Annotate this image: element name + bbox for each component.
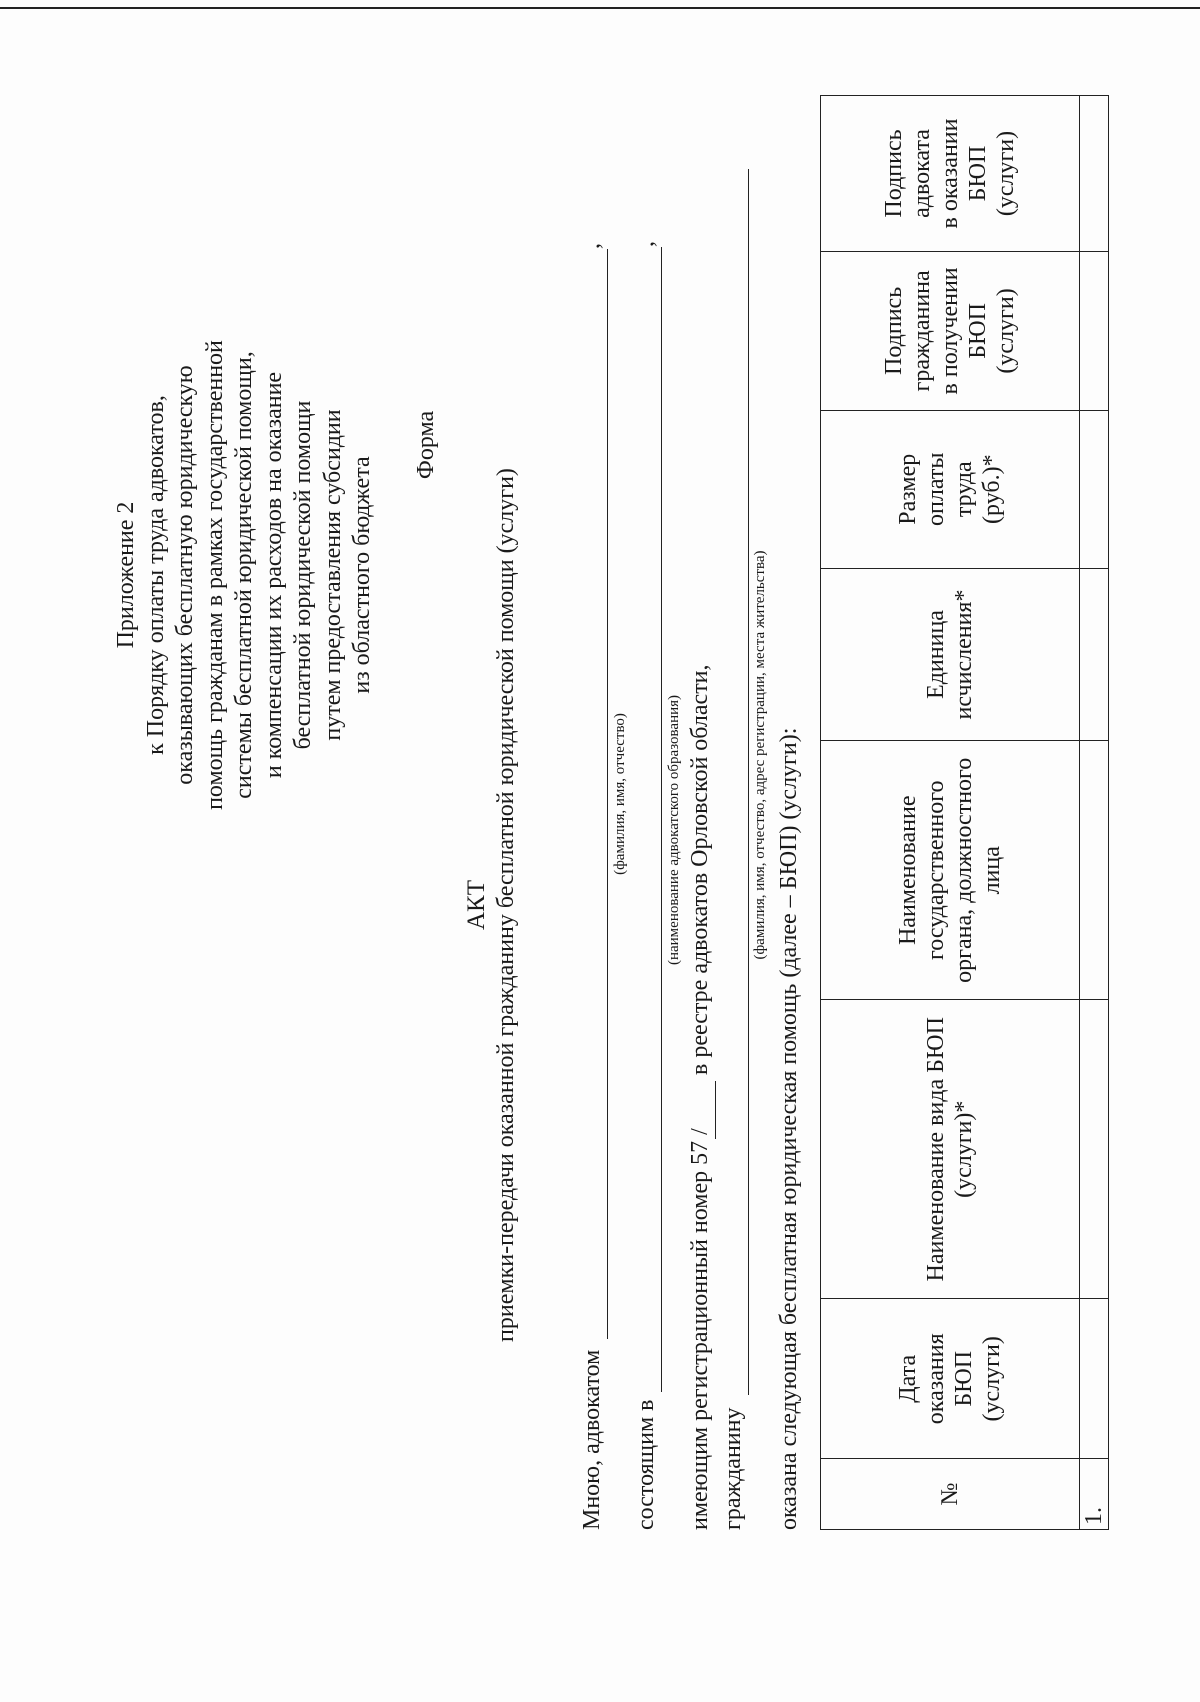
act-title: АКТ (463, 880, 490, 930)
table-cell[interactable] (1080, 251, 1109, 410)
appendix-line: из областного бюджета (349, 456, 375, 694)
row-number-cell: 1. (1080, 1459, 1109, 1530)
table-cell[interactable] (1080, 568, 1109, 741)
form-label: Форма (413, 410, 439, 480)
appendix-header (112, 165, 378, 985)
table-header-cell: № (821, 1459, 1080, 1530)
appendix-line: к Порядку оплаты труда адвокатов, (142, 395, 169, 755)
reg-suffix: в реестре адвокатов Орловской области, (687, 664, 713, 1075)
table-header-cell: Единица исчисления* (821, 568, 1080, 741)
member-org-line[interactable] (661, 247, 662, 1392)
appendix-line: оказывающих бесплатную юридическую (172, 365, 198, 785)
appendix-line: бесплатной юридической помощи (290, 400, 316, 750)
table-header-row (821, 96, 1080, 1530)
appendix-line: Приложение 2 (113, 501, 139, 649)
appendix-line: и компенсации их расходов на оказание (260, 371, 287, 779)
appendix-line: системы бесплатной юридической помощи, (231, 351, 257, 799)
citizen-label: гражданину (720, 1407, 746, 1530)
top-border-line (0, 7, 1200, 9)
table-cell[interactable] (1080, 741, 1109, 1000)
member-comma: , (633, 241, 659, 247)
table-header-cell: Дата оказания БЮП (услуги) (821, 1299, 1080, 1459)
member-label: состоящим в (633, 1399, 659, 1530)
member-hint: (наименование адвокатского образования) (666, 694, 682, 966)
citizen-line[interactable] (748, 169, 749, 1395)
table-cell[interactable] (1080, 1000, 1109, 1299)
advocate-label: Мною, адвокатом (579, 1349, 605, 1530)
table-row (1080, 96, 1109, 1530)
table-header-cell: Размер оплаты труда (руб.)* (821, 410, 1080, 568)
table-header-cell: Наименование государственного органа, должностного лица (821, 741, 1080, 1000)
table-header-cell: Наименование вида БЮП (услуги)* (821, 1000, 1080, 1299)
advocate-comma: , (579, 243, 605, 249)
table-cell[interactable] (1080, 96, 1109, 252)
citizen-hint: (фамилия, имя, отчество, адрес регистрации, места жительства) (752, 550, 768, 960)
reg-number-line[interactable] (715, 1081, 716, 1139)
rotated-form-content (60, 95, 1140, 1615)
appendix-line: помощь гражданам в рамках государственной (201, 340, 228, 810)
table-cell[interactable] (1080, 410, 1109, 568)
advocate-hint: (фамилия, имя, отчество) (612, 713, 628, 875)
table-header-cell: Подпись гражданина в получении БЮП (услуги) (821, 251, 1080, 410)
table-header-cell: Подпись адвоката в оказании БЮП (услуги) (821, 96, 1080, 252)
provided-text: оказана следующая бесплатная юридическая помощь (далее – БЮП) (услуги): (776, 727, 802, 1530)
advocate-name-line[interactable] (607, 249, 608, 1339)
act-subtitle: приемки-передачи оказанной гражданину бесплатной юридической помощи (услуги) (493, 468, 519, 1342)
appendix-line: путем предоставления субсидии (319, 409, 346, 741)
table-cell[interactable] (1080, 1299, 1109, 1459)
reg-prefix: имеющим регистрационный номер 57 / (687, 1128, 713, 1530)
services-table (820, 95, 1109, 1530)
